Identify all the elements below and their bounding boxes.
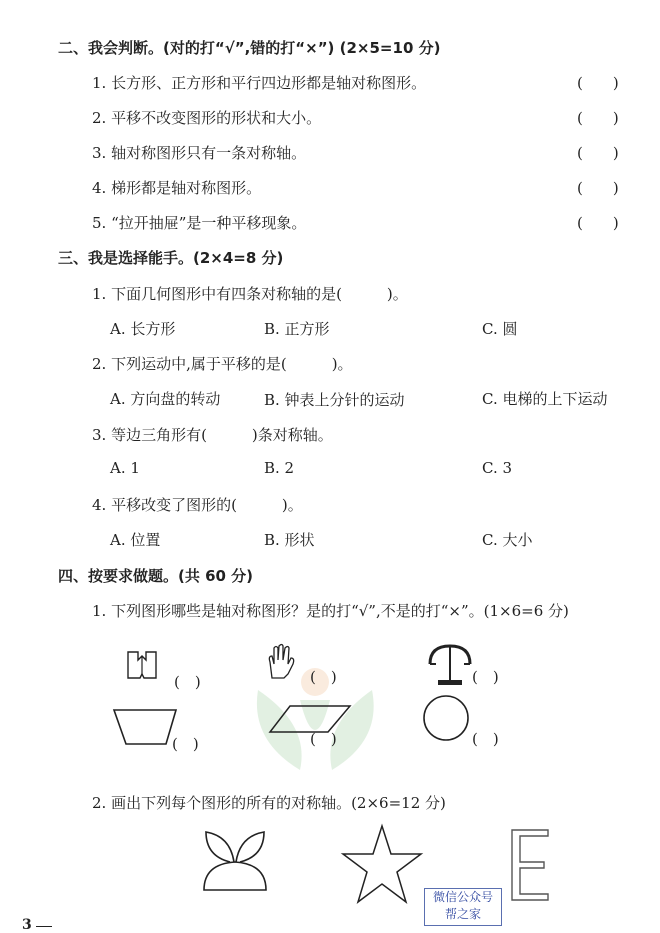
choice-3-option-b[interactable]: B. 2 bbox=[264, 459, 295, 477]
choice-2-option-b[interactable]: B. 钟表上分针的运动 bbox=[264, 391, 405, 409]
choice-2-option-c[interactable]: C. 电梯的上下运动 bbox=[482, 390, 608, 408]
section2-heading: 二、我会判断。(对的打“√”,错的打“×”) (2×5=10 分) bbox=[58, 39, 441, 57]
choice-question-1: 1. 下面几何图形中有四条对称轴的是( )。 bbox=[92, 285, 408, 303]
choice-1-option-b[interactable]: B. 正方形 bbox=[264, 320, 330, 338]
task-question-1: 1. 下列图形哪些是轴对称图形？是的打“√”,不是的打“×”。(1×6=6 分) bbox=[92, 602, 569, 620]
section3-heading: 三、我是选择能手。(2×4=8 分) bbox=[58, 249, 284, 267]
task1-answer-5[interactable]: ( ) bbox=[310, 730, 337, 748]
judge-item-1: 1. 长方形、正方形和平行四边形都是轴对称图形。 bbox=[92, 74, 427, 92]
choice-4-option-b[interactable]: B. 形状 bbox=[264, 531, 315, 549]
choice-4-option-a[interactable]: A. 位置 bbox=[110, 531, 161, 549]
choice-question-3: 3. 等边三角形有( )条对称轴。 bbox=[92, 426, 333, 444]
figure-trapezoid-icon bbox=[112, 706, 178, 748]
judge-item-5: 5. “拉开抽屉”是一种平移现象。 bbox=[92, 214, 307, 232]
judge-answer-5[interactable]: ( ) bbox=[577, 214, 619, 232]
figure-leaf-bowl-icon bbox=[200, 826, 270, 898]
figure-star-icon bbox=[341, 824, 423, 904]
task1-answer-4[interactable]: ( ) bbox=[172, 735, 199, 753]
figure-circle-icon bbox=[422, 694, 472, 744]
task1-answer-3[interactable]: ( ) bbox=[472, 668, 499, 686]
task-question-2: 2. 画出下列每个图形的所有的对称轴。(2×6=12 分) bbox=[92, 794, 446, 812]
judge-item-4: 4. 梯形都是轴对称图形。 bbox=[92, 179, 262, 197]
choice-1-option-a[interactable]: A. 长方形 bbox=[110, 320, 176, 338]
judge-answer-2[interactable]: ( ) bbox=[577, 109, 619, 127]
judge-answer-1[interactable]: ( ) bbox=[577, 74, 619, 92]
choice-4-option-c[interactable]: C. 大小 bbox=[482, 531, 533, 549]
task1-answer-1[interactable]: ( ) bbox=[174, 673, 201, 691]
choice-3-option-a[interactable]: A. 1 bbox=[110, 459, 140, 477]
watermark-line-1: 微信公众号 bbox=[432, 890, 493, 904]
judge-answer-4[interactable]: ( ) bbox=[577, 179, 619, 197]
figure-hand-icon bbox=[264, 642, 296, 682]
watermark-line-2: 帮之家 bbox=[444, 907, 481, 921]
section4-heading: 四、按要求做题。(共 60 分) bbox=[58, 567, 254, 585]
wechat-watermark bbox=[424, 888, 502, 926]
task1-answer-2[interactable]: ( ) bbox=[310, 668, 337, 686]
choice-1-option-c[interactable]: C. 圆 bbox=[482, 320, 518, 338]
task1-answer-6[interactable]: ( ) bbox=[472, 730, 499, 748]
page-number-dash bbox=[36, 926, 52, 927]
choice-3-option-c[interactable]: C. 3 bbox=[482, 459, 513, 477]
figure-letter-e-icon bbox=[510, 828, 550, 904]
figure-lamp-icon bbox=[424, 642, 476, 694]
judge-item-2: 2. 平移不改变图形的形状和大小。 bbox=[92, 109, 322, 127]
judge-answer-3[interactable]: ( ) bbox=[577, 144, 619, 162]
choice-2-option-a[interactable]: A. 方向盘的转动 bbox=[110, 390, 221, 408]
choice-question-4: 4. 平移改变了图形的( )。 bbox=[92, 496, 303, 514]
choice-question-2: 2. 下列运动中,属于平移的是( )。 bbox=[92, 355, 353, 373]
figure-book-icon bbox=[124, 648, 164, 684]
page-number: 3 bbox=[22, 917, 32, 933]
judge-item-3: 3. 轴对称图形只有一条对称轴。 bbox=[92, 144, 307, 162]
